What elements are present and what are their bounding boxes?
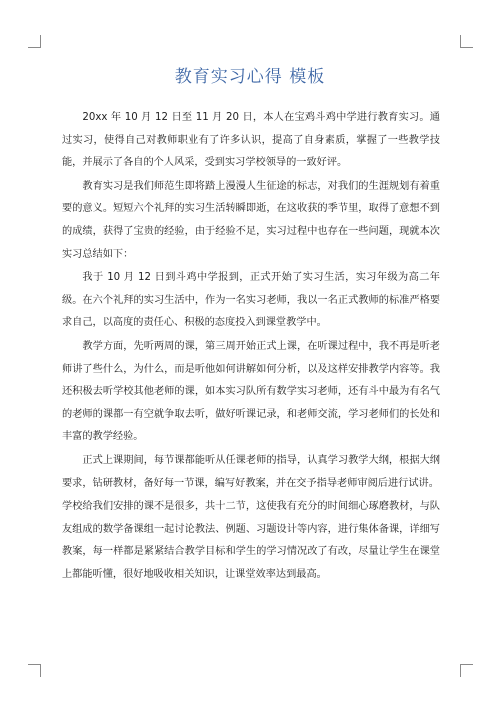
paragraph-lesson-prep: 学校给我们安排的课不是很多，共十二节，这使我有充分的时间细心琢磨教材，与队友组成的数学备课组一起讨论教法、例题、习题设计等内容，进行集体备课，详细写教案，每一样都是紧紧结合教学目标和学生的学习情况改了有改，尽量让学生在课堂上都能听懂，很好地吸收相关知识，让课堂效率达到最高。	[62, 501, 440, 580]
crop-mark-top-right	[460, 35, 473, 48]
crop-mark-bottom-left	[28, 664, 41, 677]
paragraph-intro: 20xx 年 10 月 12 日至 11 月 20 日，本人在宝鸡斗鸡中学进行教育实习。通过实习，使得自己对教师职业有了许多认识，提高了自身素质，掌握了一些教学技能，并展示了各自的个人风采，受到实习学校领导的一致好评。	[62, 112, 440, 169]
paragraph-teaching: 教学方面，先听两周的课，第三周开始正式上课，在听课过程中，我不再是听老师讲了些什么，为什么，而是听他如何讲解如何分析，以及这样安排教学内容等。我还积极去听学校其他老师的课，如本实习队所有数学实习老师，还有斗中最为有名气的老师的课都一有空就争取去听，做好听课记录，和老师交流，学习老师们的长处和丰富的教学经验。	[62, 340, 440, 443]
paragraph-start: 我于 10 月 12 日到斗鸡中学报到，正式开始了实习生活，实习年级为高二年级。在六个礼拜的实习生活中，作为一名实习老师，我以一名正式教师的标准严格要求自己，以高度的责任心、积极的态度投入到课堂教学中。	[62, 272, 440, 329]
paragraph-formal-classes: 正式上课期间，每节课都能听从任课老师的指导，认真学习教学大纲，根据大纲要求，钻研教材，备好每一节课，编写好教案，并在交予指导老师审阅后进行试讲。	[62, 454, 440, 489]
paragraph-significance: 教育实习是我们师范生即将踏上漫漫人生征途的标志，对我们的生涯规划有着重要的意义。短短六个礼拜的实习生活转瞬即逝，在这收获的季节里，取得了意想不到的成绩，获得了宝贵的经验，由于经验不足，实习过程中也存在一些问题，现就本次实习总结如下：	[62, 180, 440, 260]
document-title: 教育实习心得 模板	[174, 67, 326, 87]
crop-mark-top-left	[28, 35, 41, 48]
crop-mark-bottom-right	[460, 664, 473, 677]
document-body	[62, 107, 440, 587]
